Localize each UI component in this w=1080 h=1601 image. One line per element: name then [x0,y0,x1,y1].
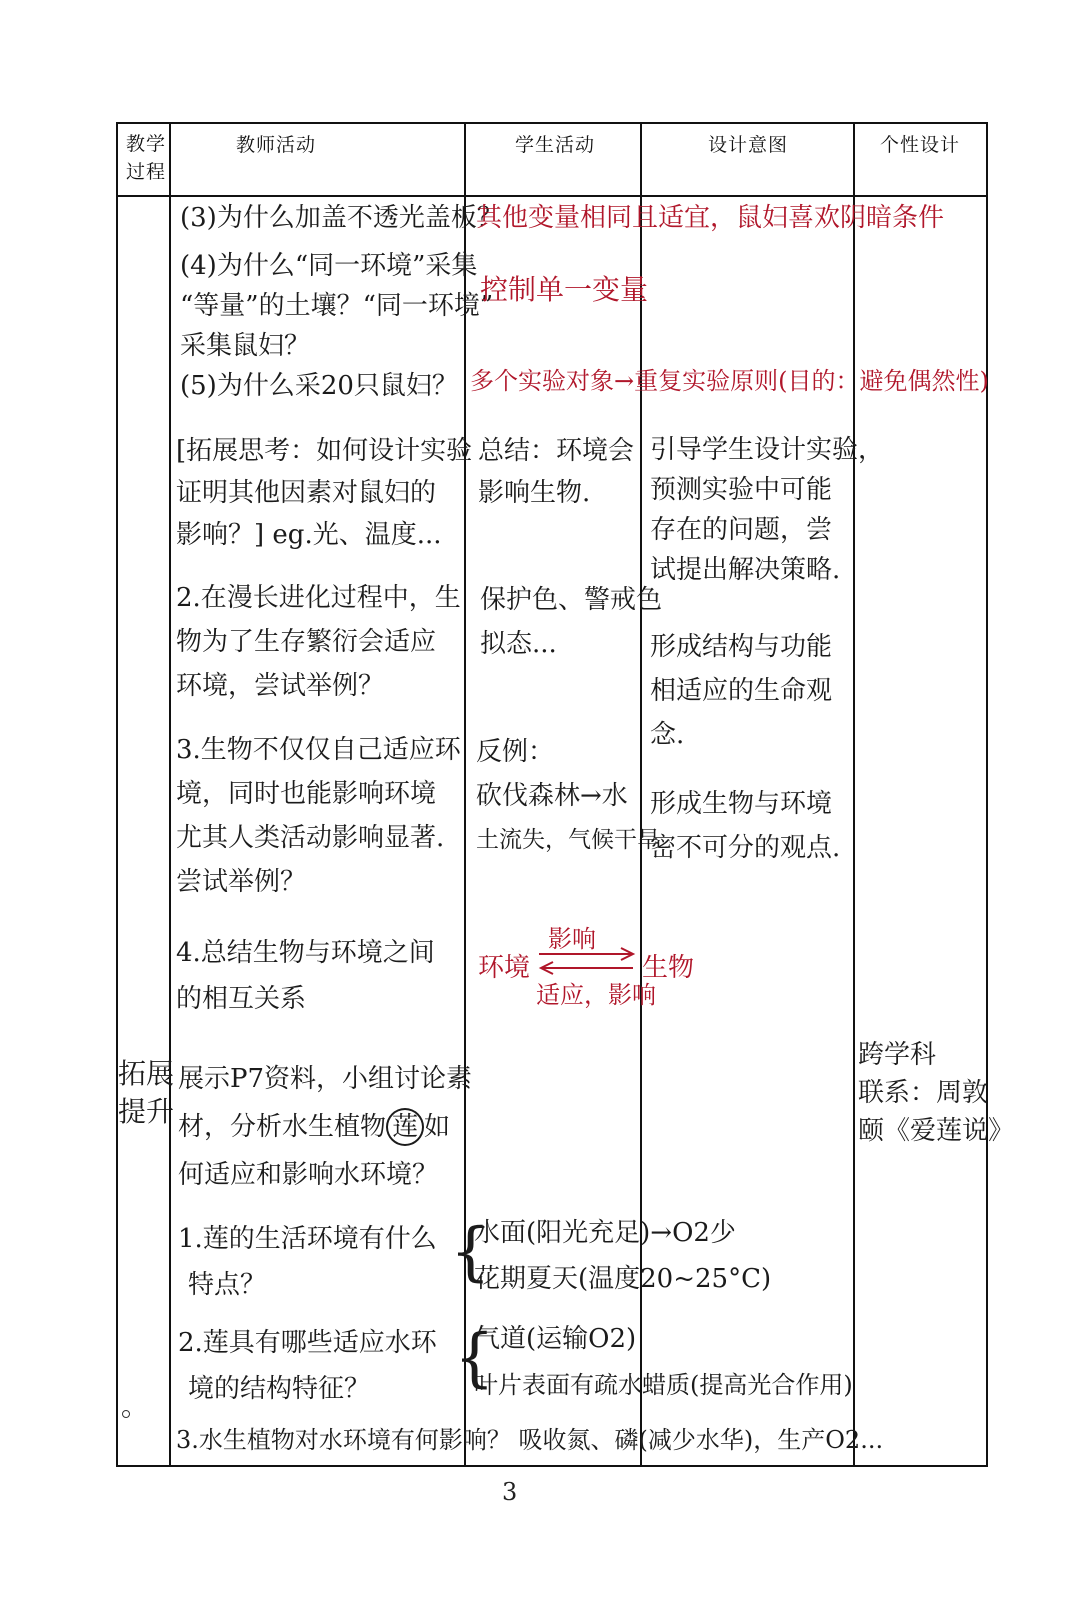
table-left-border [116,122,118,1467]
header-personal: 个性设计 [880,134,961,156]
s3-design-line1: 形成生物与环境 [650,789,833,819]
s3-teacher [176,728,461,904]
expand-teacher-line2-tail: 如 [424,1112,451,1142]
ext-design-line4: 试提出解决策略. [650,555,841,585]
expand-personal-line2: 联系：周敦 [858,1078,989,1108]
s4-bio-label: 生物 [642,953,695,983]
e1-student-line1: 水面(阳光充足)→O2少 [474,1218,736,1248]
q4-teacher-line3: 采集鼠妇？ [180,331,311,361]
e2-student-line1: 气道(运输O2) [474,1324,637,1354]
expand-personal [858,1036,1014,1150]
e1-teacher [178,1216,437,1308]
s3-teacher-line4: 尝试举例？ [176,867,307,897]
header-student: 学生活动 [515,134,596,156]
s3-student-line1: 反例： [476,737,555,767]
q4-teacher-line2: “等量”的土壤？“同一环境” [180,291,494,321]
s2-teacher-line1: 2.在漫长进化过程中，生 [176,583,461,613]
q4-teacher-line1: (4)为什么“同一环境”采集 [180,251,478,281]
s3-student-line2: 砍伐森林→水 [476,781,628,811]
s2-teacher-line2: 物为了生存繁衍会适应 [176,627,437,657]
ext-teacher-line1: [拓展思考：如何设计实验 [176,436,473,466]
relation-arrows-icon [535,940,639,980]
s2-student [480,578,662,666]
header-process-line2: 过程 [126,161,167,183]
expand-teacher-line3: 何适应和影响水环境？ [178,1160,439,1190]
header-process [126,130,166,186]
expand-teacher-line1: 展示P7资料，小组讨论素 [178,1064,473,1094]
header-teacher: 教师活动 [236,134,317,156]
table-bottom-border [116,1465,988,1467]
s2-design-line1: 形成结构与功能 [650,632,833,662]
s3-teacher-line1: 3.生物不仅仅自己适应环 [176,735,461,765]
s4-top-arrow-label: 影响 [548,925,596,953]
expand-teacher-line2 [178,1103,472,1151]
e2-teacher-line2: 境的结构特征？ [188,1374,371,1404]
brace-icon: { [450,1215,491,1289]
e1-student-line2: 花期夏天(温度20~25°C) [474,1264,772,1294]
s4-teacher [176,930,435,1022]
s2-design [650,625,832,757]
table-right-border [986,122,988,1467]
s3-teacher-line3: 尤其人类活动影响显著. [176,823,445,853]
e3-line: 3.水生植物对水环境有何影响？ 吸收氮、磷(减少水华)，生产O2... [176,1426,884,1454]
header-design: 设计意图 [708,134,789,156]
s3-student [476,730,660,862]
expand-process-line2: 提升 [118,1095,175,1128]
s4-bottom-arrow-label: 适应，影响 [536,981,656,1009]
s2-student-line1: 保护色、警戒色 [480,585,663,615]
s4-teacher-line1: 4.总结生物与环境之间 [176,938,435,968]
brace-icon: { [454,1321,495,1395]
e2-teacher [178,1320,437,1412]
q3-teacher: (3)为什么加盖不透光盖板？ [180,203,503,233]
expand-process-line1: 拓展 [118,1057,175,1090]
q5-student: 多个实验对象→重复实验原则(目的：避免偶然性) [470,367,989,395]
ext-teacher [176,430,472,556]
expand-process [118,1055,174,1131]
circled-lotus-char: 莲 [386,1108,424,1146]
expand-teacher-line2-text: 材，分析水生植物 [178,1112,387,1142]
s3-teacher-line2: 境，同时也能影响环境 [176,779,437,809]
q4-teacher [180,246,493,366]
ext-design-line2: 预测实验中可能 [650,475,833,505]
table-top-border [116,122,988,124]
col-divider-design [853,122,855,1467]
q5-teacher: (5)为什么采20只鼠妇？ [180,371,458,401]
s3-student-line3: 土流失，气候干旱 [476,827,660,853]
e1-student [474,1210,771,1302]
s2-teacher [176,576,461,708]
e2-student [474,1316,853,1408]
s4-env-label: 环境 [478,953,531,983]
ext-design-line1: 引导学生设计实验， [650,435,885,465]
ext-student-line2: 影响生物. [478,478,591,508]
s3-design [650,782,840,870]
ext-teacher-line3: 影响？] eg.光、温度... [176,520,442,550]
e2-teacher-line1: 2.莲具有哪些适应水环 [178,1328,437,1358]
ext-student [478,430,634,514]
expand-personal-line1: 跨学科 [858,1040,937,1070]
header-bottom-border [116,195,988,197]
ext-teacher-line2: 证明其他因素对鼠妇的 [176,478,437,508]
s2-student-line2: 拟态... [480,629,557,659]
margin-dot [122,1410,130,1418]
page-number: 3 [502,1478,518,1506]
e1-teacher-line1: 1.莲的生活环境有什么 [178,1224,437,1254]
s2-design-line2: 相适应的生命观 [650,676,833,706]
q3-student: 其他变量相同且适宜，鼠妇喜欢阴暗条件 [476,203,945,233]
ext-student-line1: 总结：环境会 [478,436,635,466]
s2-design-line3: 念. [650,720,685,750]
s3-design-line2: 密不可分的观点. [650,833,841,863]
header-process-line1: 教学 [126,133,167,155]
ext-design-line3: 存在的问题，尝 [650,515,833,545]
expand-personal-line3: 颐《爱莲说》 [858,1116,1015,1146]
e2-student-line2: 叶片表面有疏水蜡质(提高光合作用) [474,1371,853,1399]
expand-teacher [178,1055,472,1199]
s4-teacher-line2: 的相互关系 [176,984,307,1014]
ext-design [650,430,884,590]
e1-teacher-line2: 特点？ [188,1270,267,1300]
s2-teacher-line3: 环境，尝试举例？ [176,671,385,701]
col-divider-process [169,122,171,1467]
q4-student: 控制单一变量 [480,273,649,306]
